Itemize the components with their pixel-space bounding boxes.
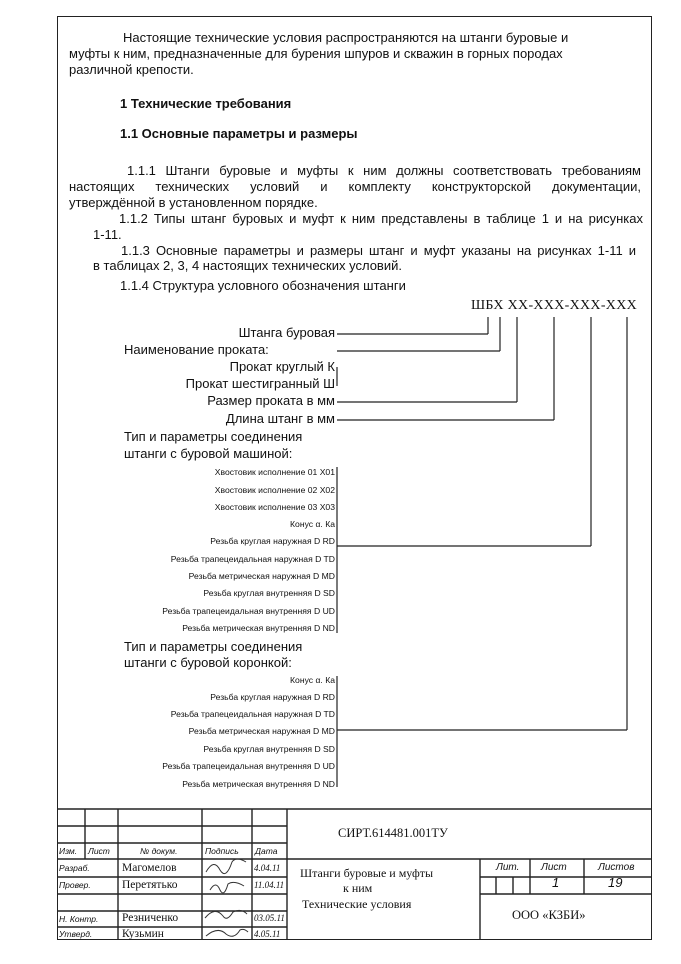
- role-checked: Провер.: [59, 880, 91, 890]
- p112-line-1: 1.1.2 Типы штанг буровых и муфт к ним представлены в таблице 1 и на рисунках: [119, 211, 643, 226]
- crown-item: Конус α. Ка: [290, 675, 335, 685]
- crown-item: Резьба трапецеидальная внутренняя D UD: [162, 761, 335, 771]
- name-norm-control: Резниченко: [122, 912, 179, 924]
- doc-title-line-2: к ним: [343, 881, 373, 895]
- machine-item: Резьба круглая наружная D RD: [210, 536, 335, 546]
- role-developed: Разраб.: [59, 863, 90, 873]
- doc-title-line-3: Технические условия: [302, 897, 412, 911]
- scheme-machine-head-1: Тип и параметры соединения: [124, 429, 303, 444]
- intro-line-2: муфты к ним, предназначенные для бурения шпуров и скважин в горных породах: [69, 46, 563, 61]
- scheme-crown-head-2: штанги с буровой коронкой:: [124, 655, 292, 670]
- scheme-hex: Прокат шестигранный Ш: [185, 376, 335, 391]
- sheet-value: 1: [552, 875, 560, 890]
- crown-item: Резьба круглая внутренняя D SD: [203, 744, 335, 754]
- crown-item: Резьба метрическая внутренняя D ND: [182, 779, 335, 789]
- scheme-round: Прокат круглый К: [229, 359, 335, 374]
- crown-item: Резьба трапецеидальная наружная D TD: [170, 709, 335, 719]
- scheme-rolled-name: Наименование проката:: [124, 342, 269, 357]
- sheets-label: Листов: [598, 862, 635, 873]
- machine-item: Резьба метрическая внутренняя D ND: [182, 623, 335, 633]
- name-checked: Перетятько: [122, 879, 178, 891]
- header-izm: Изм.: [59, 846, 78, 856]
- scheme-length: Длина штанг в мм: [225, 411, 335, 426]
- intro-line-3: различной крепости.: [69, 62, 194, 77]
- machine-item: Конус α. Ка: [290, 519, 335, 529]
- machine-item: Резьба трапецеидальная наружная D TD: [170, 554, 335, 564]
- p113-line-1: 1.1.3 Основные параметры и размеры штанг и муфт указаны на рисунках 1-11 и: [121, 243, 636, 258]
- header-sign: Подпись: [205, 846, 239, 856]
- section-heading-1-1: 1.1 Основные параметры и размеры: [120, 126, 358, 141]
- crown-item: Резьба круглая наружная D RD: [210, 692, 335, 702]
- p111-line-3: утверждённой в установленном порядке.: [69, 195, 318, 210]
- p111-line-1: 1.1.1 Штанги буровые и муфты к ним должны соответствовать требованиям: [127, 163, 641, 178]
- sheets-value: 19: [608, 875, 623, 890]
- organization-name: ООО «КЗБИ»: [512, 908, 586, 922]
- crown-item: Резьба метрическая наружная D MD: [188, 726, 335, 736]
- doc-code: СИРТ.614481.001ТУ: [338, 826, 448, 840]
- header-date: Дата: [255, 846, 278, 856]
- scheme-crown-head-1: Тип и параметры соединения: [124, 639, 303, 654]
- designation-code: ШБХ ХХ-ХХХ-ХХХ-ХХХ: [471, 298, 638, 313]
- p112-line-2: 1-11.: [93, 227, 122, 242]
- date-norm-control: 03.05.11: [254, 913, 285, 923]
- machine-item: Резьба метрическая наружная D MD: [188, 571, 335, 581]
- role-approved: Утверд.: [59, 929, 93, 939]
- scheme-machine-head-2: штанги с буровой машиной:: [124, 446, 293, 461]
- scheme-size: Размер проката в мм: [207, 393, 335, 408]
- date-checked: 11.04.11: [254, 880, 285, 890]
- date-developed: 4.04.11: [254, 863, 281, 873]
- p111-line-2: настоящих технических условий и комплекту конструкторской документации,: [69, 179, 641, 194]
- name-developed: Магомелов: [122, 862, 177, 874]
- machine-item: Хвостовик исполнение 02 Х02: [214, 485, 335, 495]
- header-doc-no: № докум.: [140, 846, 178, 856]
- sheet-label: Лист: [541, 862, 567, 873]
- lit-label: Лит.: [496, 862, 520, 873]
- machine-item: Хвостовик исполнение 01 Х01: [214, 467, 335, 477]
- date-approved: 4.05.11: [254, 929, 281, 939]
- doc-title-line-1: Штанги буровые и муфты: [300, 866, 434, 880]
- p113-line-2: в таблицах 2, 3, 4 настоящих технических условий.: [93, 258, 402, 273]
- signature-marks: [205, 859, 248, 936]
- machine-item: Резьба трапецеидальная внутренняя D UD: [162, 606, 335, 616]
- name-approved: Кузьмин: [122, 928, 164, 940]
- section-heading-1: 1 Технические требования: [120, 96, 292, 111]
- scheme-rod: Штанга буровая: [238, 325, 335, 340]
- header-list: Лист: [88, 846, 110, 856]
- p114-heading: 1.1.4 Структура условного обозначения штанги: [120, 278, 406, 293]
- machine-item: Хвостовик исполнение 03 Х03: [214, 502, 335, 512]
- role-norm-control: Н. Контр.: [59, 914, 99, 924]
- machine-item: Резьба круглая внутренняя D SD: [203, 588, 335, 598]
- intro-line-1: Настоящие технические условия распространяются на штанги буровые и: [123, 30, 569, 45]
